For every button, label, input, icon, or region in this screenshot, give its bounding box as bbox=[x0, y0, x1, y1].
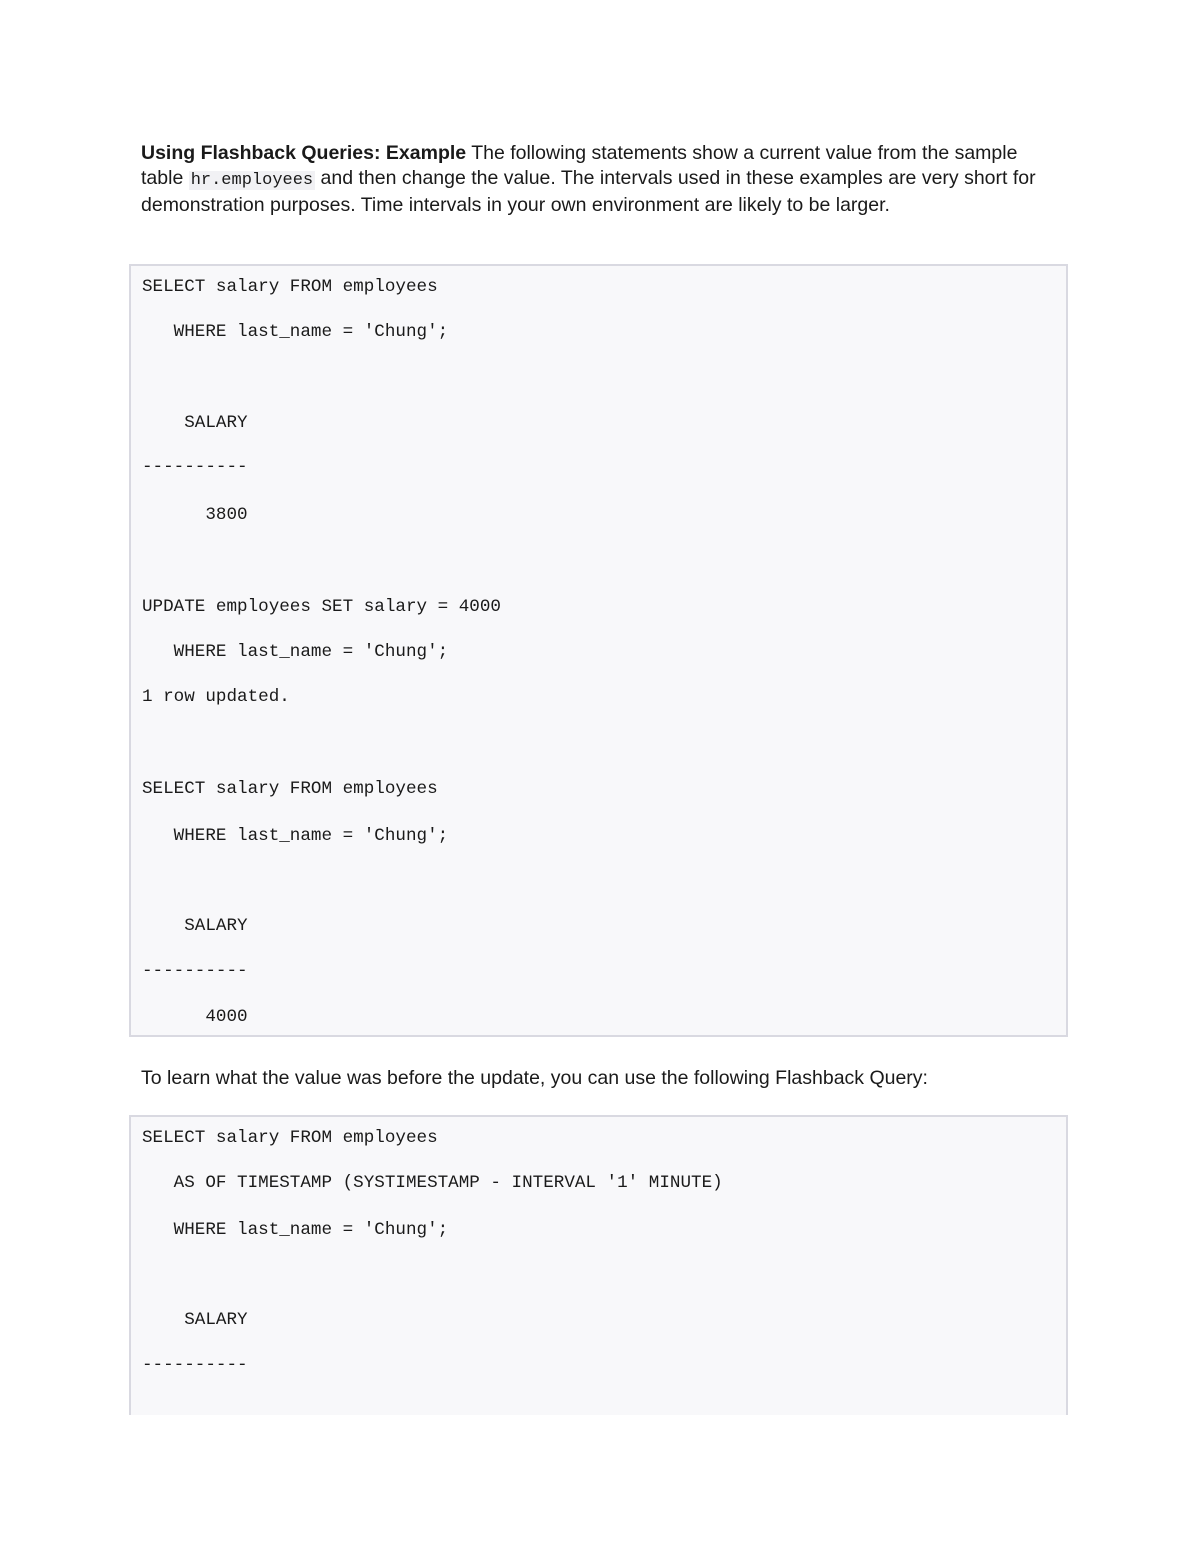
intro-paragraph bbox=[141, 141, 1061, 218]
paragraph-2: To learn what the value was before the update, you can use the following Flashback Query: bbox=[141, 1067, 928, 1089]
code-line: WHERE last_name = 'Chung'; bbox=[142, 322, 449, 342]
code-line: SELECT salary FROM employees bbox=[142, 277, 438, 297]
code-line: SALARY bbox=[142, 916, 248, 936]
code-line: WHERE last_name = 'Chung'; bbox=[142, 1220, 449, 1240]
code-line: SELECT salary FROM employees bbox=[142, 1128, 438, 1148]
code-block-1 bbox=[129, 264, 1068, 1037]
code-line: AS OF TIMESTAMP (SYSTIMESTAMP - INTERVAL '1' MINUTE) bbox=[142, 1173, 723, 1193]
code-line: UPDATE employees SET salary = 4000 bbox=[142, 597, 501, 617]
inline-code-table-name: hr.employees bbox=[190, 170, 314, 190]
code-line: SALARY bbox=[142, 413, 248, 433]
code-line: 4000 bbox=[142, 1007, 248, 1027]
code-line: 1 row updated. bbox=[142, 687, 290, 707]
intro-text-2: and then change the value. The intervals used in these examples are very short for demonstration purposes. Time intervals in your own environment are likely to be larger. bbox=[141, 166, 1036, 216]
code-block-2 bbox=[129, 1115, 1068, 1415]
code-line: 3800 bbox=[142, 505, 248, 525]
code-line: WHERE last_name = 'Chung'; bbox=[142, 826, 449, 846]
code-line: ---------- bbox=[142, 457, 248, 477]
code-line: SELECT salary FROM employees bbox=[142, 779, 438, 799]
intro-heading: Using Flashback Queries: Example bbox=[141, 142, 467, 164]
code-line: ---------- bbox=[142, 1355, 248, 1375]
code-line: SALARY bbox=[142, 1310, 248, 1330]
code-line: WHERE last_name = 'Chung'; bbox=[142, 642, 449, 662]
code-line: ---------- bbox=[142, 961, 248, 981]
intro-text-1: The following statements show a current value from the sample table bbox=[141, 142, 1018, 189]
